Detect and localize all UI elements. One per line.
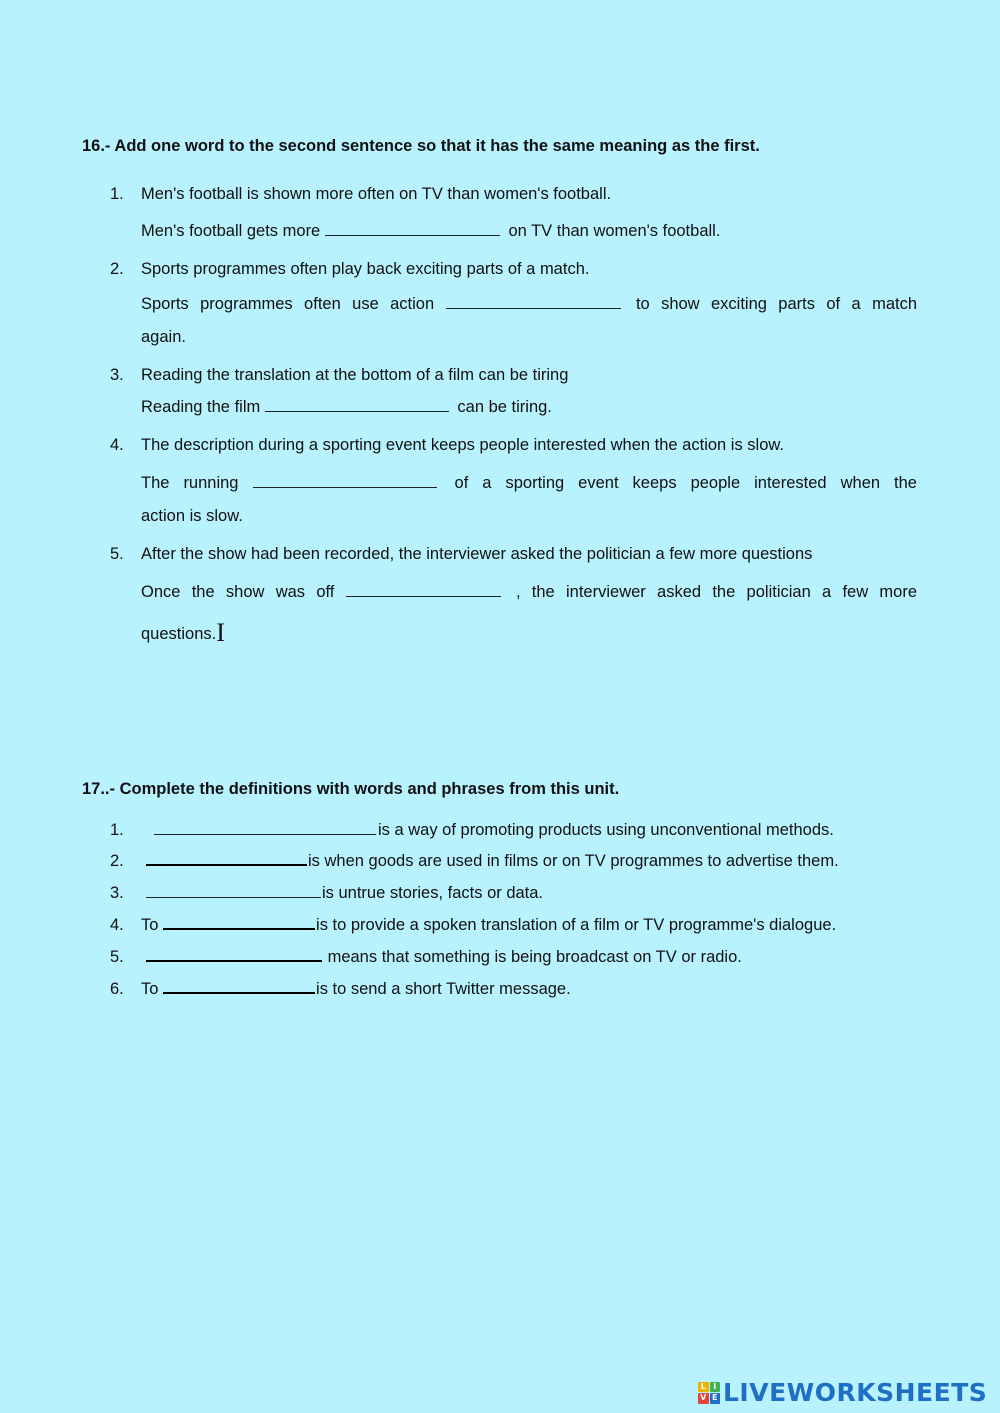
- item-16-1-rewrite: [141, 222, 720, 241]
- answer-blank-17-4[interactable]: [163, 916, 315, 930]
- definition-text: is a way of promoting products using unconventional methods.: [378, 821, 834, 839]
- item-16-4-original: The description during a sporting event keeps people interested when the action is slow.: [141, 436, 784, 454]
- rewrite-cont: questions.: [141, 625, 217, 643]
- rewrite-before: The running: [141, 474, 239, 492]
- definition-text: is when goods are used in films or on TV programmes to advertise them.: [308, 852, 839, 870]
- logo-mark-icon: [698, 1382, 720, 1404]
- item-17-6-definition: [141, 980, 571, 999]
- item-17-5-number: 5.: [110, 948, 124, 966]
- item-16-4-rewrite: [141, 467, 917, 500]
- item-17-2-number: 2.: [110, 852, 124, 870]
- section-16-heading: 16.- Add one word to the second sentence so that it has the same meaning as the first.: [82, 137, 760, 155]
- item-16-3-original: Reading the translation at the bottom of a film can be tiring: [141, 366, 569, 384]
- rewrite-after: on TV than women's football.: [508, 222, 721, 240]
- item-17-3-definition: [146, 884, 543, 903]
- item-17-1-number: 1.: [110, 821, 124, 839]
- section-17-heading: 17..- Complete the definitions with words and phrases from this unit.: [82, 780, 620, 798]
- item-16-5-rewrite-cont: [141, 618, 225, 648]
- item-17-4-number: 4.: [110, 916, 124, 934]
- item-16-1-original: Men's football is shown more often on TV than women's football.: [141, 185, 612, 203]
- answer-blank-16-1[interactable]: [325, 223, 500, 236]
- item-16-5-original: After the show had been recorded, the interviewer asked the politician a few more questions: [141, 545, 813, 563]
- logo-mark-tile: E: [710, 1393, 721, 1404]
- logo-mark-tile: I: [710, 1382, 721, 1393]
- rewrite-after: of a sporting event keeps people interested when the: [454, 474, 917, 492]
- item-16-1-number: 1.: [110, 185, 124, 203]
- item-16-4-rewrite-cont: action is slow.: [141, 507, 243, 525]
- definition-text: is to provide a spoken translation of a film or TV programme's dialogue.: [316, 916, 837, 934]
- definition-text: is to send a short Twitter message.: [316, 980, 571, 998]
- item-17-5-definition: [146, 948, 742, 967]
- rewrite-before: Sports programmes often use action: [141, 295, 435, 313]
- answer-blank-17-3[interactable]: [146, 885, 321, 898]
- answer-blank-16-2[interactable]: [446, 296, 621, 309]
- definition-prefix: To: [141, 916, 159, 934]
- item-16-4-number: 4.: [110, 436, 124, 454]
- item-17-1-definition: [154, 821, 834, 840]
- item-16-3-number: 3.: [110, 366, 124, 384]
- liveworksheets-logo[interactable]: [698, 1378, 987, 1407]
- logo-text: LIVEWORKSHEETS: [723, 1378, 988, 1407]
- answer-blank-17-6[interactable]: [163, 980, 315, 994]
- answer-blank-17-2[interactable]: [146, 852, 307, 866]
- definition-text: is untrue stories, facts or data.: [322, 884, 544, 902]
- answer-blank-17-5[interactable]: [146, 948, 322, 962]
- logo-mark-tile: L: [698, 1382, 709, 1393]
- definition-prefix: To: [141, 980, 159, 998]
- definition-text: means that something is being broadcast on TV or radio.: [323, 948, 742, 966]
- rewrite-after: to show exciting parts of a match: [635, 295, 917, 313]
- item-16-2-rewrite: [141, 288, 917, 321]
- answer-blank-17-1[interactable]: [154, 822, 376, 835]
- item-16-2-original: Sports programmes often play back exciting parts of a match.: [141, 260, 590, 278]
- rewrite-before: Reading the film: [141, 398, 261, 416]
- rewrite-before: Men's football gets more: [141, 222, 321, 240]
- logo-mark-tile: V: [698, 1393, 709, 1404]
- answer-blank-16-4[interactable]: [253, 475, 437, 488]
- rewrite-after: , the interviewer asked the politician a few more: [515, 583, 918, 601]
- item-17-2-definition: [146, 852, 839, 871]
- item-16-5-number: 5.: [110, 545, 124, 563]
- item-17-3-number: 3.: [110, 884, 124, 902]
- answer-blank-16-5[interactable]: [346, 584, 501, 597]
- text-cursor-icon: I: [216, 618, 225, 647]
- rewrite-before: Once the show was off: [141, 583, 335, 601]
- rewrite-after: can be tiring.: [457, 398, 552, 416]
- item-16-2-number: 2.: [110, 260, 124, 278]
- item-16-2-rewrite-cont: again.: [141, 328, 186, 346]
- answer-blank-16-3[interactable]: [265, 399, 449, 412]
- item-17-4-definition: [141, 916, 836, 935]
- item-16-3-rewrite: [141, 398, 552, 417]
- item-17-6-number: 6.: [110, 980, 124, 998]
- item-16-5-rewrite: [141, 576, 917, 609]
